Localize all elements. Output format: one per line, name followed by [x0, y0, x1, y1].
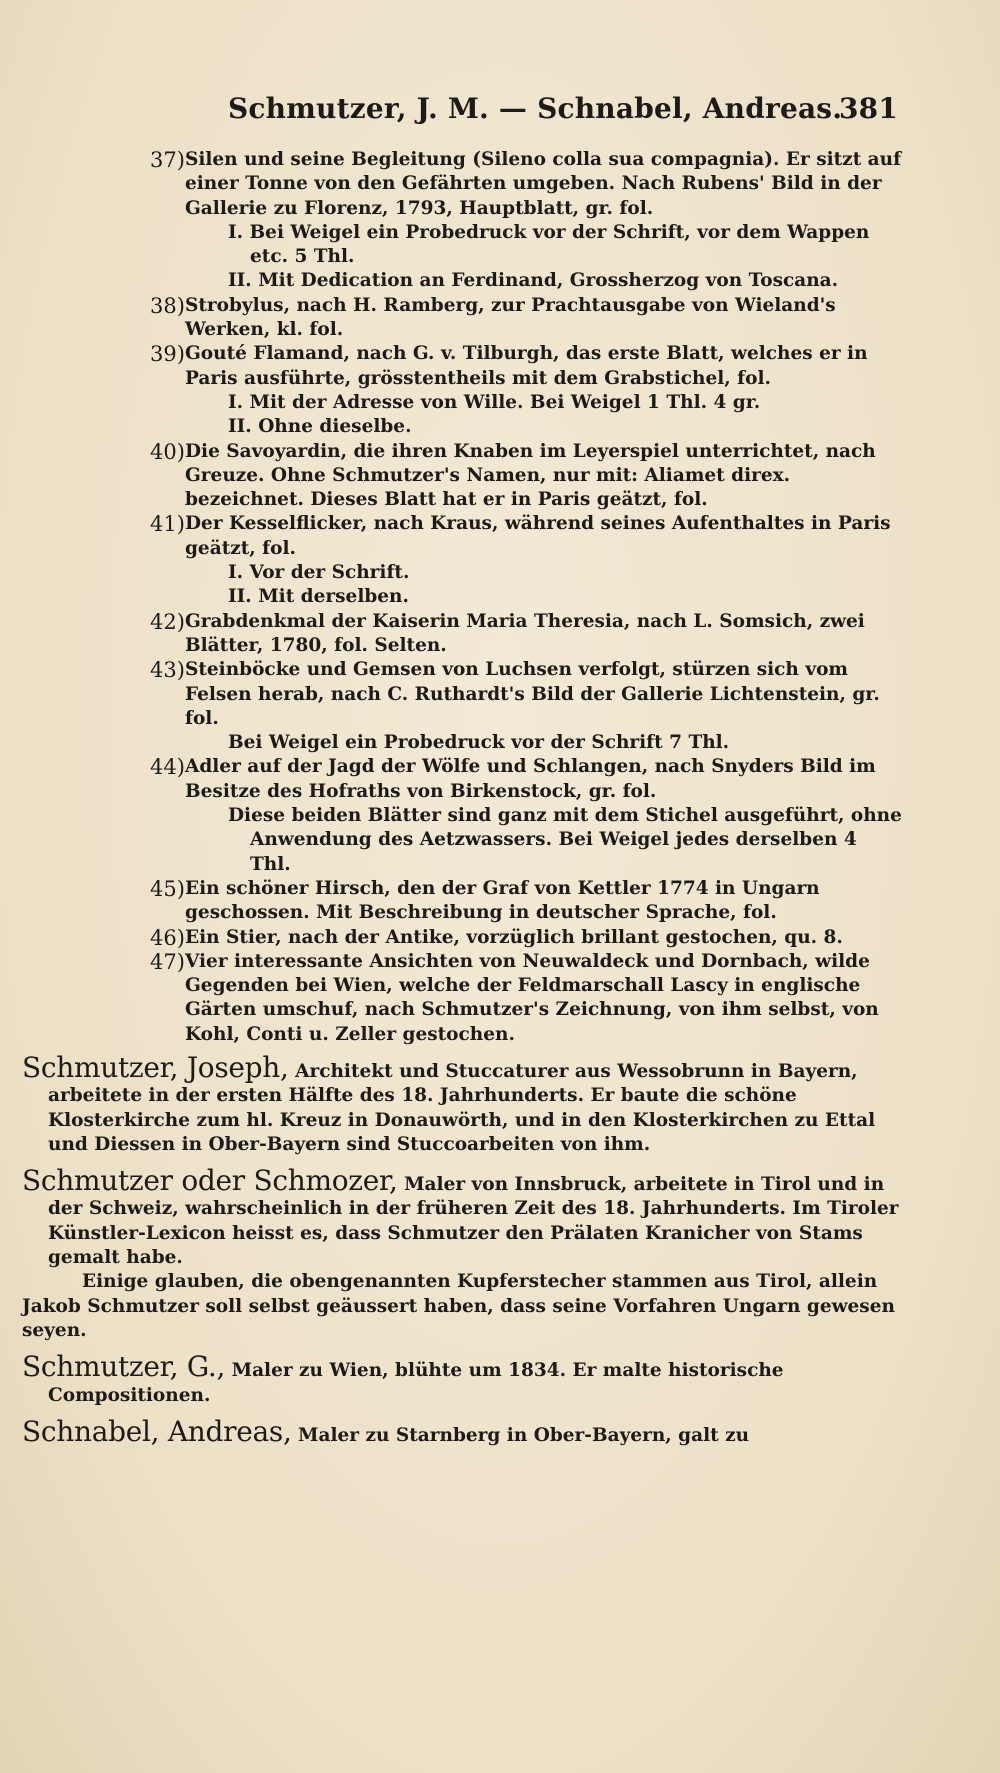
- entry-number: 39): [150, 342, 185, 367]
- entry-text: Vier interessante Ansichten von Neuwaldeck und Dornbach, wilde Gegenden bei Wien, welche der Feldmarschall Lascy in englische Gärten umschuf, nach Schmutzer's Zeichnung, von ihm selbst, von Kohl, Conti u. Zeller gestochen.: [185, 950, 879, 1045]
- entry-number: 45): [150, 876, 185, 901]
- entry-text: Steinböcke und Gemsen von Luchsen verfolgt, stürzen sich vom Felsen herab, nach C. Ruthardt's Bild der Gallerie Lichtenstein, gr. fol.: [185, 659, 880, 729]
- entry-text: Ein Stier, nach der Antike, vorzüglich brillant gestochen, qu. 8.: [185, 926, 843, 948]
- entry-number: 42): [150, 609, 185, 634]
- entry-state: II. Mit Dedication an Ferdinand, Grossherzog von Toscana.: [228, 270, 839, 292]
- catalog-entry: [22, 950, 902, 1047]
- entry-state: I. Vor der Schrift.: [228, 562, 410, 584]
- entry-state: I. Bei Weigel ein Probedruck vor der Schrift, vor dem Wappen etc. 5 Thl.: [228, 221, 870, 268]
- catalog-entry: [22, 610, 902, 659]
- running-title: Schmutzer, J. M. — Schnabel, Andreas.: [228, 92, 843, 125]
- page-body: [22, 148, 902, 1448]
- artist-entry: [22, 1050, 902, 1157]
- entry-state: Bei Weigel ein Probedruck vor der Schrift 7 Thl.: [228, 732, 730, 754]
- page-number: 381: [838, 92, 898, 125]
- entry-number: 41): [150, 512, 185, 537]
- artist-name: Schmutzer, G.,: [22, 1350, 226, 1384]
- entry-text: Ein schöner Hirsch, den der Graf von Kettler 1774 in Ungarn geschossen. Mit Beschreibung in deutscher Sprache, fol.: [185, 877, 820, 924]
- entry-number: 38): [150, 293, 185, 318]
- entry-state: I. Mit der Adresse von Wille. Bei Weigel 1 Thl. 4 gr.: [228, 391, 761, 413]
- entry-text: Gouté Flamand, nach G. v. Tilburgh, das erste Blatt, welches er in Paris ausführte, grösstentheils mit dem Grabstichel, fol.: [185, 343, 868, 389]
- artist-description: Maler zu Starnberg in Ober-Bayern, galt zu: [298, 1424, 750, 1446]
- artist-entry: [22, 1164, 902, 1270]
- entry-state: II. Mit derselben.: [228, 586, 409, 608]
- entry-number: 37): [150, 148, 185, 172]
- entry-text: Grabdenkmal der Kaiserin Maria Theresia, nach L. Somsich, zwei Blätter, 1780, fol. Selten.: [185, 610, 865, 656]
- catalog-entry: [22, 658, 902, 731]
- artist-description: Maler zu Wien, blühte um 1834. Er malte historische Compositionen.: [48, 1360, 784, 1406]
- page-header: [228, 92, 898, 132]
- artist-description: Maler von Innsbruck, arbeitete in Tirol und in der Schweiz, wahrscheinlich in der früheren Zeit des 18. Jahrhunderts. Im Tiroler Künstler-Lexicon heisst es, dass Schmutzer den Prälaten Kranicher von Stams gemalt habe.: [48, 1174, 899, 1269]
- entry-state: II. Ohne dieselbe.: [228, 416, 412, 438]
- artist-entry: [22, 1414, 902, 1448]
- entry-text: Strobylus, nach H. Ramberg, zur Prachtausgabe von Wieland's Werken, kl. fol.: [185, 294, 836, 341]
- catalog-entry: [22, 148, 902, 221]
- entry-text: Adler auf der Jagd der Wölfe und Schlangen, nach Snyders Bild im Besitze des Hofraths von Birkenstock, gr. fol.: [185, 756, 876, 802]
- entry-number: 43): [150, 658, 185, 683]
- catalog-entry: [22, 342, 902, 391]
- entry-number: 40): [150, 439, 185, 464]
- catalog-entry: [22, 877, 902, 926]
- entry-number: 46): [150, 925, 185, 950]
- entry-note: Diese beiden Blätter sind ganz mit dem Stichel ausgeführt, ohne Anwendung des Aetzwassers. Bei Weigel jedes derselben 4 Thl.: [228, 805, 902, 875]
- catalog-entry: [22, 512, 902, 561]
- artist-description: Architekt und Stuccaturer aus Wessobrunn in Bayern, arbeitete in der ersten Hälfte des 18. Jahrhunderts. Er baute die schöne Klosterkirche zum hl. Kreuz in Donauwörth, und in den Klosterkirchen zu Ettal und Diessen in Ober-Bayern sind Stuccoarbeiten von ihm.: [48, 1060, 876, 1155]
- entry-number: 44): [150, 755, 185, 780]
- catalog-entry: [22, 294, 902, 343]
- entry-number: 47): [150, 949, 185, 974]
- catalog-entry: [22, 755, 902, 804]
- artist-name: Schmutzer, Joseph,: [22, 1050, 289, 1084]
- entry-text: Der Kesselflicker, nach Kraus, während seines Aufenthaltes in Paris geätzt, fol.: [185, 513, 891, 559]
- artist-paragraph: Einige glauben, die obengenannten Kupferstecher stammen aus Tirol, allein Jakob Schmutzer soll selbst geäussert haben, dass seine Vorfahren Ungarn gewesen seyen.: [22, 1271, 895, 1341]
- artist-entry: [22, 1350, 902, 1408]
- entry-text: Silen und seine Begleitung (Sileno colla sua compagnia). Er sitzt auf einer Tonne von den Gefährten umgeben. Nach Rubens' Bild in der Gallerie zu Florenz, 1793, Hauptblatt, gr. fol.: [185, 149, 902, 219]
- catalog-entry: [22, 440, 902, 513]
- catalog-entry: [22, 926, 902, 950]
- artist-name: Schmutzer oder Schmozer,: [22, 1164, 398, 1198]
- entry-text: Die Savoyardin, die ihren Knaben im Leyerspiel unterrichtet, nach Greuze. Ohne Schmutzer's Namen, nur mit: Aliamet direx. bezeichnet. Dieses Blatt hat er in Paris geätzt, fol.: [185, 440, 876, 511]
- artist-name: Schnabel, Andreas,: [22, 1414, 292, 1448]
